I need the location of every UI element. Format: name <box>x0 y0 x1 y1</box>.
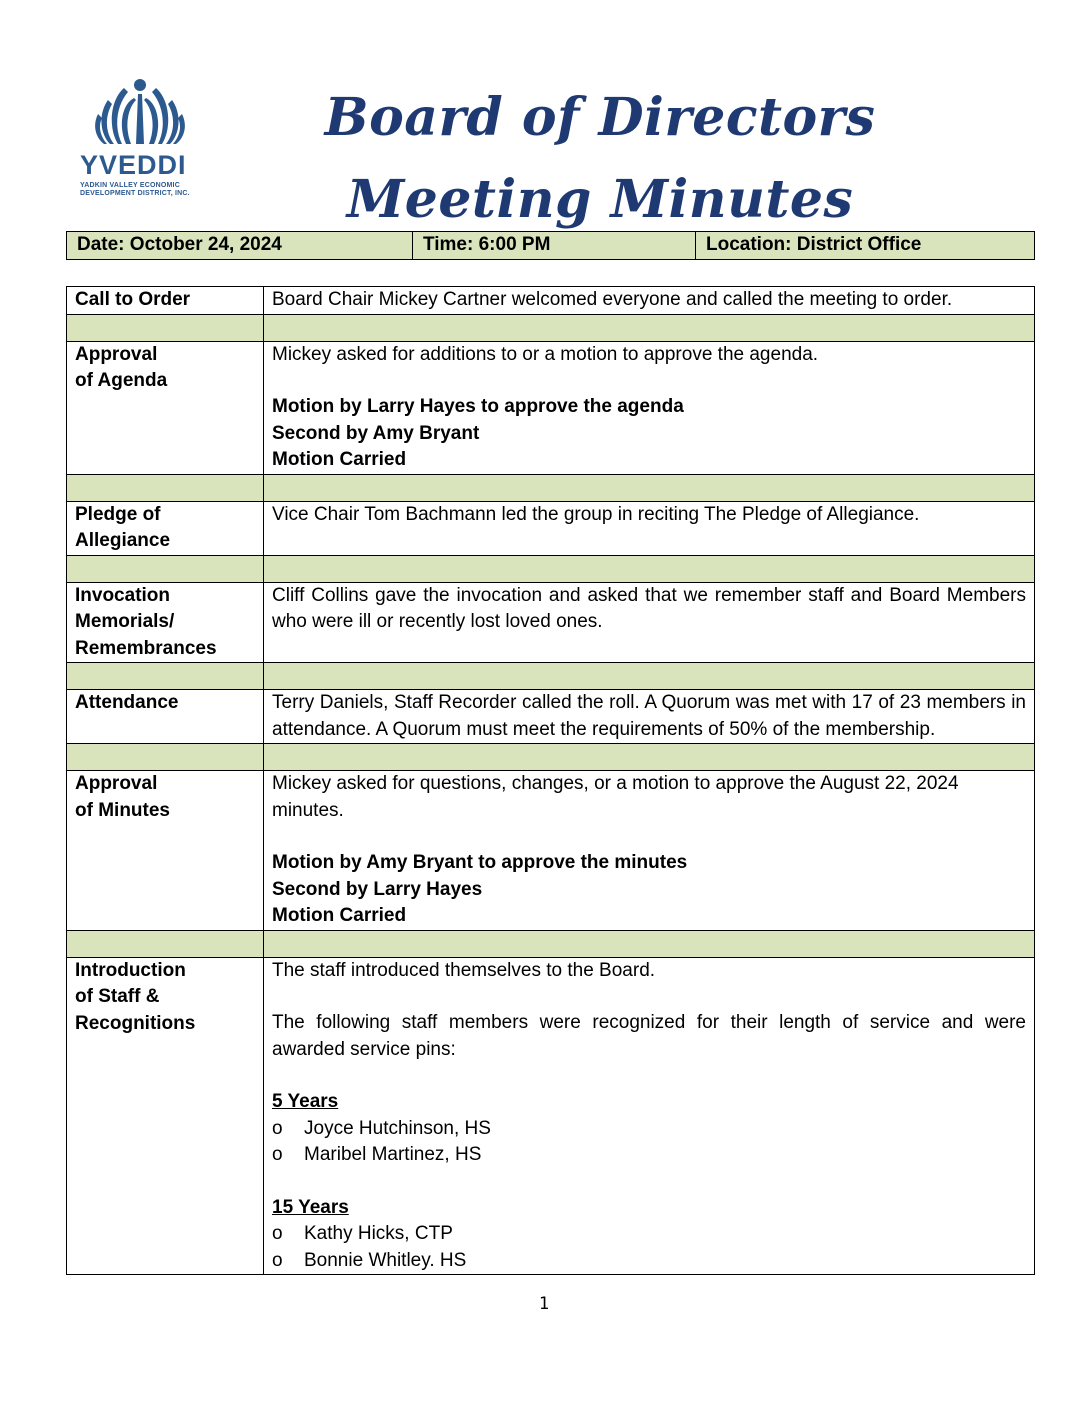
section-label: Call to Order <box>67 287 264 315</box>
minutes-text: Mickey asked for questions, changes, or a motion to approve the August 22, 2024 minutes. <box>272 773 959 821</box>
table-row <box>67 341 1035 474</box>
logo-subtitle-line2: DEVELOPMENT DISTRICT, INC. <box>80 190 190 197</box>
carried-text: Motion Carried <box>272 449 407 470</box>
section-label <box>67 957 264 1275</box>
page-number: 1 <box>538 1294 550 1314</box>
yveddi-logo <box>78 78 203 206</box>
logo-figure-icon <box>78 78 203 150</box>
bullet-icon: o <box>272 1223 283 1244</box>
logo-subtitle <box>80 182 205 198</box>
table-row <box>67 957 1035 1275</box>
meeting-location: Location: District Office <box>696 232 1035 260</box>
meeting-time: Time: 6:00 PM <box>413 232 696 260</box>
label-line: Approval <box>75 773 158 794</box>
section-text: Board Chair Mickey Cartner welcomed everyone and called the meeting to order. <box>264 287 1035 315</box>
table-row <box>67 501 1035 555</box>
staff-name: Joyce Hutchinson, HS <box>304 1117 491 1139</box>
carried-text: Motion Carried <box>272 905 407 926</box>
list-item <box>272 1221 1026 1248</box>
logo-subtitle-line1: YADKIN VALLEY ECONOMIC <box>80 182 180 189</box>
minutes-table <box>66 286 1035 1275</box>
spacer-row <box>67 314 1035 341</box>
section-text: Vice Chair Tom Bachmann led the group in reciting The Pledge of Allegiance. <box>264 501 1035 555</box>
spacer-row <box>67 474 1035 501</box>
spacer-row <box>67 663 1035 690</box>
spacer-row <box>67 555 1035 582</box>
staff-name: Bonnie Whitley. HS <box>304 1249 467 1271</box>
label-line: Recognitions <box>75 1012 196 1034</box>
table-row <box>67 771 1035 931</box>
agenda-text: Mickey asked for additions to or a motion to approve the agenda. <box>272 343 819 365</box>
list-item <box>272 1248 1026 1275</box>
section-text: Terry Daniels, Staff Recorder called the roll. A Quorum was met with 17 of 23 members in attendance. A Quorum must meet the requirements of 50% of the membership. <box>264 690 1035 744</box>
table-row <box>67 690 1035 744</box>
page-title-line2: Meeting Minutes <box>346 169 854 230</box>
section-text: Cliff Collins gave the invocation and asked that we remember staff and Board Members who were ill or recently lost loved ones. <box>264 582 1035 663</box>
service-group-heading: 15 Years <box>272 1196 349 1218</box>
list-item <box>272 1142 1026 1169</box>
section-label: Attendance <box>67 690 264 744</box>
label-line: Introduction <box>75 959 186 981</box>
section-label <box>67 771 264 931</box>
label-line: of Staff & <box>75 986 160 1007</box>
staff-name: Maribel Martinez, HS <box>304 1144 482 1165</box>
section-label <box>67 582 264 663</box>
bullet-icon: o <box>272 1117 283 1139</box>
logo-wordmark: YVEDDI <box>80 150 187 180</box>
recognition-text: The following staff members were recognized for their length of service and were awarded service pins: <box>272 1012 1026 1060</box>
motion-text: Motion by Larry Hayes to approve the agenda <box>272 396 684 417</box>
label-line: Memorials/ <box>75 611 175 632</box>
label-line: of Agenda <box>75 370 168 391</box>
label-line: of Minutes <box>75 799 170 821</box>
staff-name: Kathy Hicks, CTP <box>304 1223 453 1244</box>
second-text: Second by Amy Bryant <box>272 422 480 444</box>
page-title-line1: Board of Directors <box>324 87 876 148</box>
motion-text: Motion by Amy Bryant to approve the minutes <box>272 852 688 873</box>
label-line: Remembrances <box>75 637 217 659</box>
label-line: Allegiance <box>75 530 171 551</box>
label-line: Pledge of <box>75 503 161 525</box>
second-text: Second by Larry Hayes <box>272 878 483 900</box>
table-row <box>67 287 1035 315</box>
section-text <box>264 341 1035 474</box>
meeting-date: Date: October 24, 2024 <box>67 232 413 260</box>
bullet-icon: o <box>272 1249 283 1271</box>
intro-text: The staff introduced themselves to the Board. <box>272 959 656 981</box>
section-label <box>67 501 264 555</box>
label-line: Approval <box>75 343 158 365</box>
spacer-row <box>67 930 1035 957</box>
section-text <box>264 771 1035 931</box>
list-item <box>272 1116 1026 1143</box>
label-line: Invocation <box>75 584 171 606</box>
service-group-heading: 5 Years <box>272 1091 339 1112</box>
bullet-icon: o <box>272 1144 283 1165</box>
section-label <box>67 341 264 474</box>
table-row <box>67 582 1035 663</box>
meeting-info-table <box>66 231 1035 260</box>
spacer-row <box>67 744 1035 771</box>
section-text <box>264 957 1035 1275</box>
